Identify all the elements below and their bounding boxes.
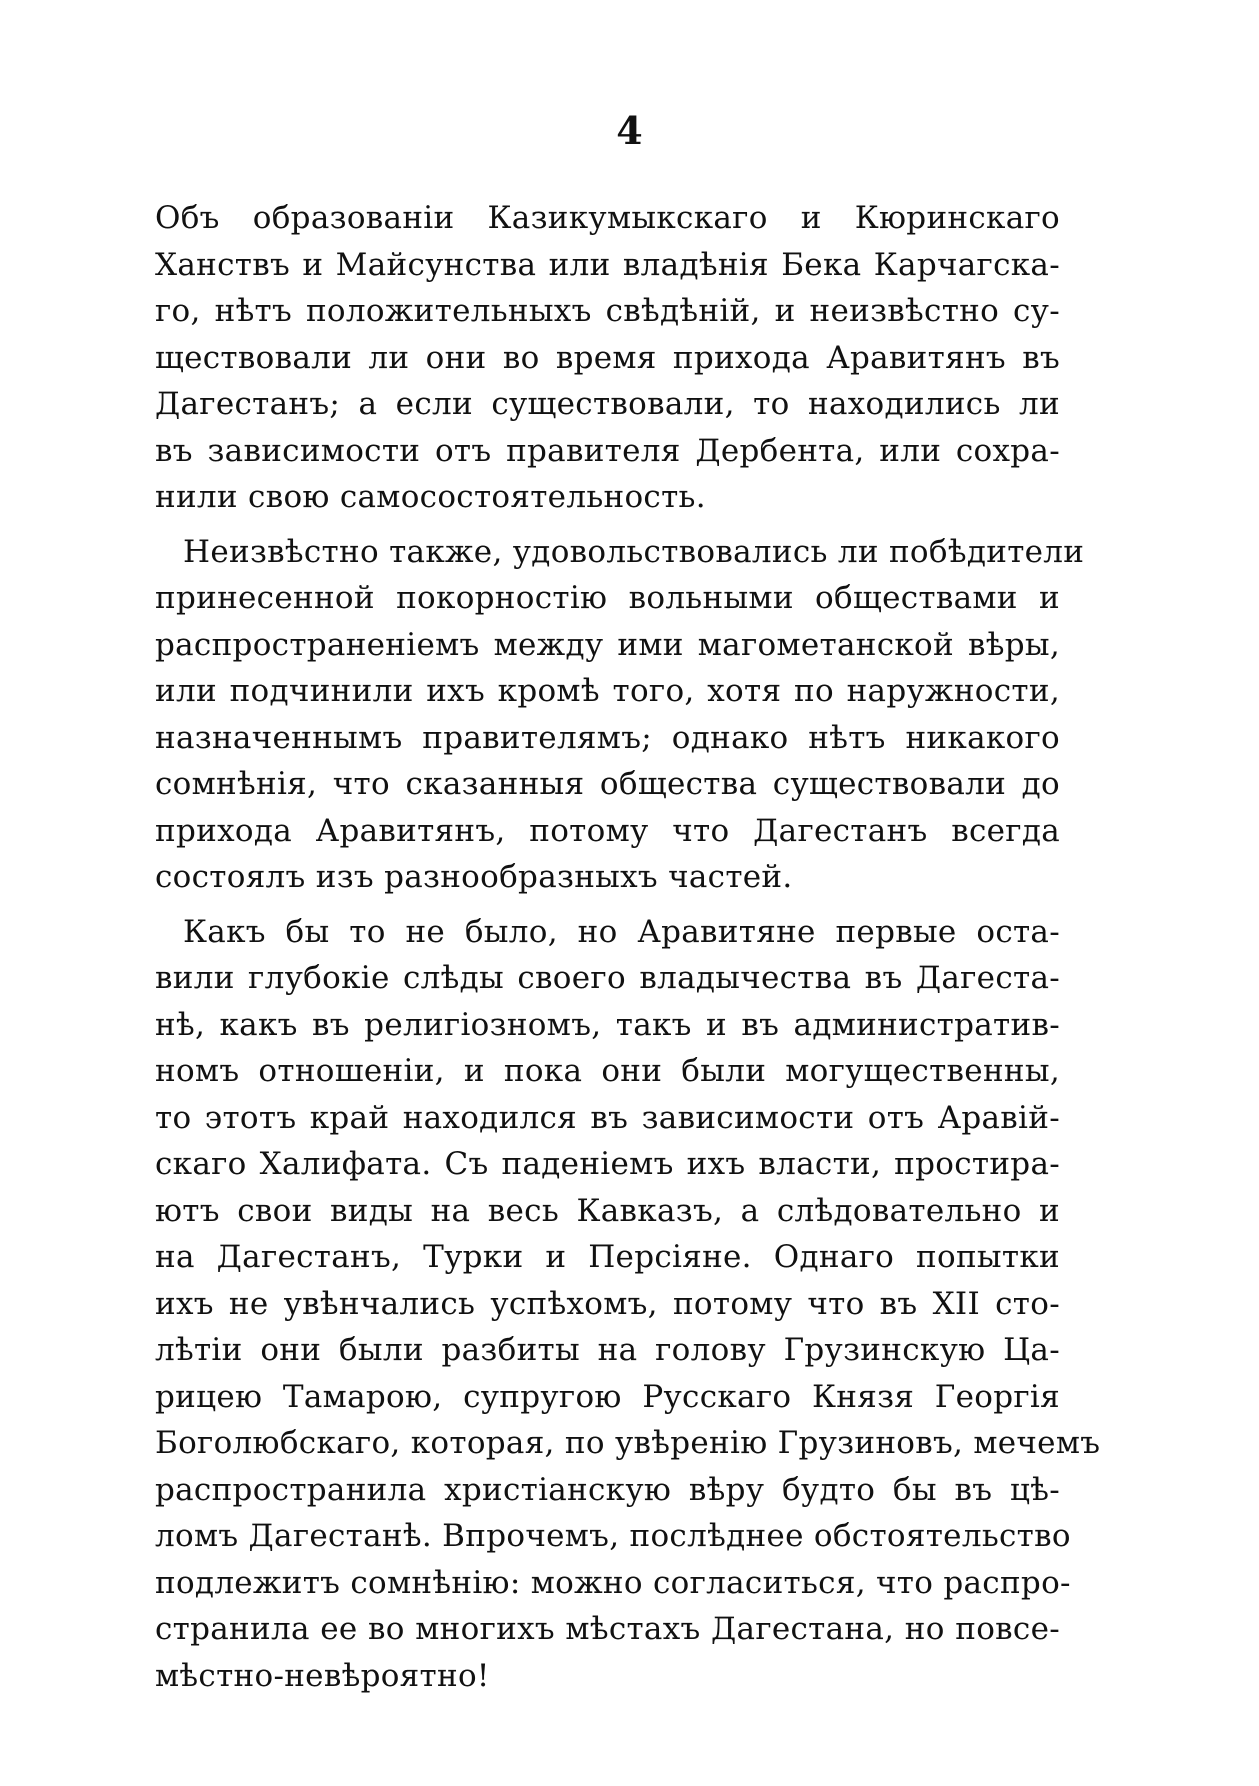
text-line: ихъ не увѣнчались успѣхомъ, потому что въ XII сто- bbox=[155, 1285, 1060, 1322]
paragraph-2 bbox=[155, 529, 1085, 901]
text-line: Боголюбскаго, которая, по увѣренію Грузиновъ, мечемъ bbox=[155, 1425, 1101, 1461]
text-line: Неизвѣстно также, удовольствовались ли побѣдители bbox=[183, 533, 1085, 570]
text-line: странила ее во многихъ мѣстахъ Дагестана, но повсе- bbox=[155, 1611, 1060, 1647]
paragraph-1 bbox=[155, 195, 1060, 521]
text-line: рицею Тамарою, супругою Русскаго Князя Георгія bbox=[155, 1378, 1060, 1415]
text-line: лѣтіи они были разбиты на голову Грузинскую Ца- bbox=[155, 1332, 1060, 1368]
text-line: то этотъ край находился въ зависимости отъ Аравій- bbox=[155, 1099, 1060, 1136]
text-line: мѣстно-невѣроятно! bbox=[155, 1657, 490, 1694]
text-line: Какъ бы то не было, но Аравитяне первые оста- bbox=[183, 913, 1060, 950]
text-line: го, нѣтъ положительныхъ свѣдѣній, и неизвѣстно су- bbox=[155, 293, 1060, 329]
text-line: распространила христіанскую вѣру будто бы въ цѣ- bbox=[155, 1471, 1060, 1508]
text-line: распространеніемъ между ими магометанской вѣры, bbox=[155, 626, 1060, 663]
text-line: прихода Аравитянъ, потому что Дагестанъ всегда bbox=[155, 812, 1060, 849]
body-text bbox=[155, 195, 1101, 1707]
text-line: ломъ Дагестанѣ. Впрочемъ, послѣднее обстоятельство bbox=[155, 1518, 1071, 1554]
text-line: состоялъ изъ разнообразныхъ частей. bbox=[155, 859, 793, 895]
paragraph-3 bbox=[155, 909, 1101, 1700]
text-line: вили глубокіе слѣды своего владычества въ Дагеста- bbox=[155, 960, 1060, 996]
text-line: нили свою самосостоятельность. bbox=[155, 479, 706, 515]
page-number: 4 bbox=[616, 108, 643, 153]
text-line: въ зависимости отъ правителя Дербента, или сохра- bbox=[155, 432, 1060, 469]
text-line: ютъ свои виды на весь Кавказъ, а слѣдовательно и bbox=[155, 1192, 1060, 1229]
text-line: подлежитъ сомнѣнію: можно согласиться, что распро- bbox=[155, 1564, 1071, 1601]
text-line: Объ образованіи Казикумыкскаго и Кюринскаго bbox=[155, 200, 1060, 236]
text-line: номъ отношеніи, и пока они были могущественны, bbox=[155, 1053, 1060, 1089]
text-line: назначеннымъ правителямъ; однако нѣтъ никакого bbox=[155, 719, 1060, 756]
text-line: на Дагестанъ, Турки и Персіяне. Однаго попытки bbox=[155, 1239, 1060, 1275]
text-line: принесенной покорностію вольными обществами и bbox=[155, 580, 1060, 616]
text-line: Ханствъ и Майсунства или владѣнія Бека Карчагска- bbox=[155, 246, 1060, 283]
text-line: или подчинили ихъ кромѣ того, хотя по наружности, bbox=[155, 673, 1060, 709]
text-line: Дагестанъ; а если существовали, то находились ли bbox=[155, 386, 1060, 422]
text-line: ществовали ли они во время прихода Аравитянъ въ bbox=[155, 339, 1060, 376]
text-line: нѣ, какъ въ религіозномъ, такъ и въ административ- bbox=[155, 1006, 1060, 1043]
text-line: сомнѣнія, что сказанныя общества существовали до bbox=[155, 766, 1060, 802]
text-line: скаго Халифата. Съ паденіемъ ихъ власти, простира- bbox=[155, 1146, 1060, 1182]
